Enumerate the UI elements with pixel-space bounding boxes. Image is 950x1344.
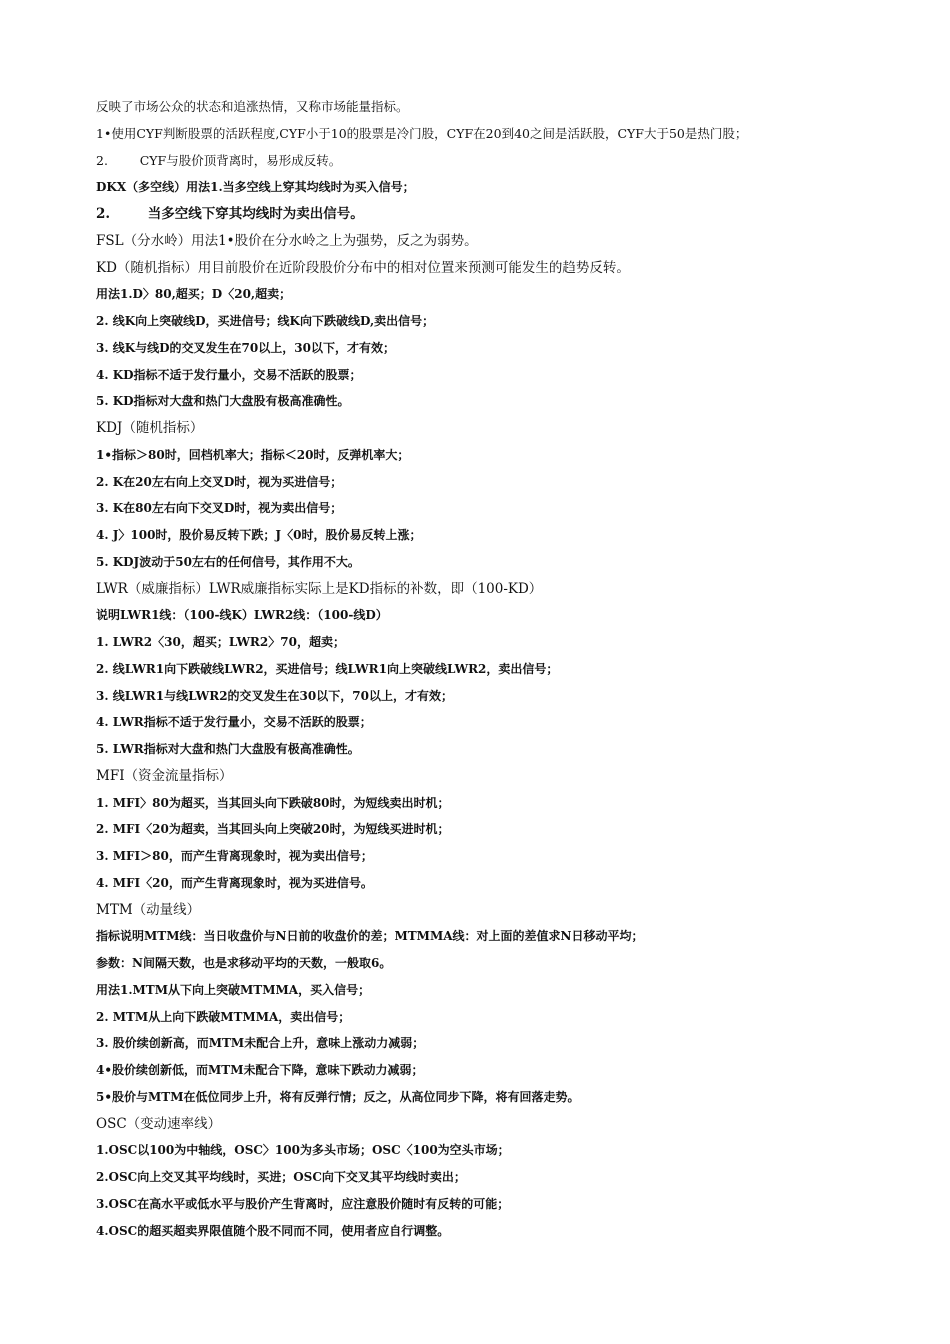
text-line: 3.OSC在高水平或低水平与股价产生背离时，应注意股价随时有反转的可能； (96, 1196, 510, 1211)
document-body (96, 94, 916, 1244)
text-line: 反映了市场公众的状态和追涨热情，又称市场能量指标。 (96, 99, 409, 114)
text-line: 4. KD指标不适于发行量小，交易不活跃的股票； (96, 367, 362, 382)
text-line: 5. KDJ波动于50左右的任何信号，其作用不大。 (96, 554, 360, 569)
text-line: 2. K在20左右向上交叉D时，视为买进信号； (96, 474, 343, 489)
text-line: 4.OSC的超买超卖界限值随个股不同而不同，使用者应自行调整。 (96, 1223, 450, 1238)
section-heading: KDJ（随机指标） (96, 420, 204, 436)
text-line: 3. MFI＞80，而产生背离现象时，视为卖出信号； (96, 849, 373, 863)
text-line: 3. 股价续创新高，而MTM未配合上升，意味上涨动力减弱； (96, 1036, 425, 1051)
text-line: 5. LWR指标对大盘和热门大盘股有极高准确性。 (96, 742, 360, 756)
text-line: 4. J〉100时，股价易反转下跌；J〈0时，股价易反转上涨； (96, 528, 422, 542)
text-line: 4. MFI〈20，而产生背离现象时，视为买进信号。 (96, 875, 373, 890)
text-line: 5. KD指标对大盘和热门大盘股有极高准确性。 (96, 394, 350, 409)
text-line: 用法1.MTM从下向上突破MTMMA，买入信号； (96, 982, 371, 997)
text-line: 1•使用CYF判断股票的活跃程度,CYF小于10的股票是冷门股，CYF在20到40之间是活跃股，CYF大于50是热门股； (96, 125, 748, 141)
text-line: 2. 线K向上突破线D，买进信号；线K向下跌破线D,卖出信号； (96, 314, 435, 328)
section-heading: MTM（动量线） (96, 901, 201, 918)
text-line: 1. LWR2〈30，超买；LWR2〉70，超卖； (96, 635, 345, 649)
text-line: 1.OSC以100为中轴线，OSC〉100为多头市场；OSC〈100为空头市场； (96, 1143, 510, 1158)
section-heading: FSL（分水岭）用法1•股价在分水岭之上为强势，反之为弱势。 (96, 232, 478, 249)
text-line: 用法1.D〉80,超买；D〈20,超卖； (96, 287, 292, 302)
text-line: 2. MTM从上向下跌破MTMMA，卖出信号； (96, 1009, 351, 1024)
section-heading: OSC（变动速率线） (96, 1115, 222, 1132)
text-line: 1. MFI〉80为超买，当其回头向下跌破80时，为短线卖出时机； (96, 795, 450, 810)
section-heading: MFI（资金流量指标） (96, 767, 233, 784)
text-line: 2.OSC向上交叉其平均线时，买进；OSC向下交叉其平均线时卖出； (96, 1170, 466, 1184)
text-line: 3. K在80左右向下交叉D时，视为卖出信号； (96, 501, 343, 516)
text-line: 5•股价与MTM在低位同步上升，将有反弹行情；反之，从高位同步下降，将有回落走势。 (96, 1089, 580, 1104)
text-line: 1•指标＞80时，回档机率大；指标＜20时，反弹机率大； (96, 447, 410, 462)
section-heading: KD（随机指标）用目前股价在近阶段股价分布中的相对位置来预测可能发生的趋势反转。 (96, 259, 630, 276)
text-line: 指标说明MTM线：当日收盘价与N日前的收盘价的差；MTMMA线：对上面的差值求N日移动平均； (96, 929, 644, 944)
text-line: 3. 线LWR1与线LWR2的交叉发生在30以下，70以上，才有效； (96, 688, 453, 703)
text-line: 2. CYF与股价顶背离时，易形成反转。 (96, 152, 342, 168)
text-line: 4•股价续创新低，而MTM未配合下降，意味下跌动力减弱； (96, 1063, 424, 1077)
text-line: 2. 当多空线下穿其均线时为卖出信号。 (96, 206, 364, 222)
text-line: DKX（多空线）用法1.当多空线上穿其均线时为买入信号； (96, 180, 415, 195)
section-heading: LWR（威廉指标）LWR威廉指标实际上是KD指标的补数，即（100-KD） (96, 580, 543, 597)
text-line: 2. 线LWR1向下跌破线LWR2，买进信号；线LWR1向上突破线LWR2，卖出信号； (96, 661, 559, 676)
text-line: 2. MFI〈20为超卖，当其回头向上突破20时，为短线买进时机； (96, 822, 450, 837)
text-line: 说明LWR1线：（100-线K）LWR2线：（100-线D） (96, 608, 388, 623)
text-line: 4. LWR指标不适于发行量小，交易不活跃的股票； (96, 715, 372, 730)
text-line: 3. 线K与线D的交叉发生在70以上，30以下，才有效； (96, 340, 395, 355)
text-line: 参数：N间隔天数，也是求移动平均的天数，一般取6。 (96, 956, 392, 970)
